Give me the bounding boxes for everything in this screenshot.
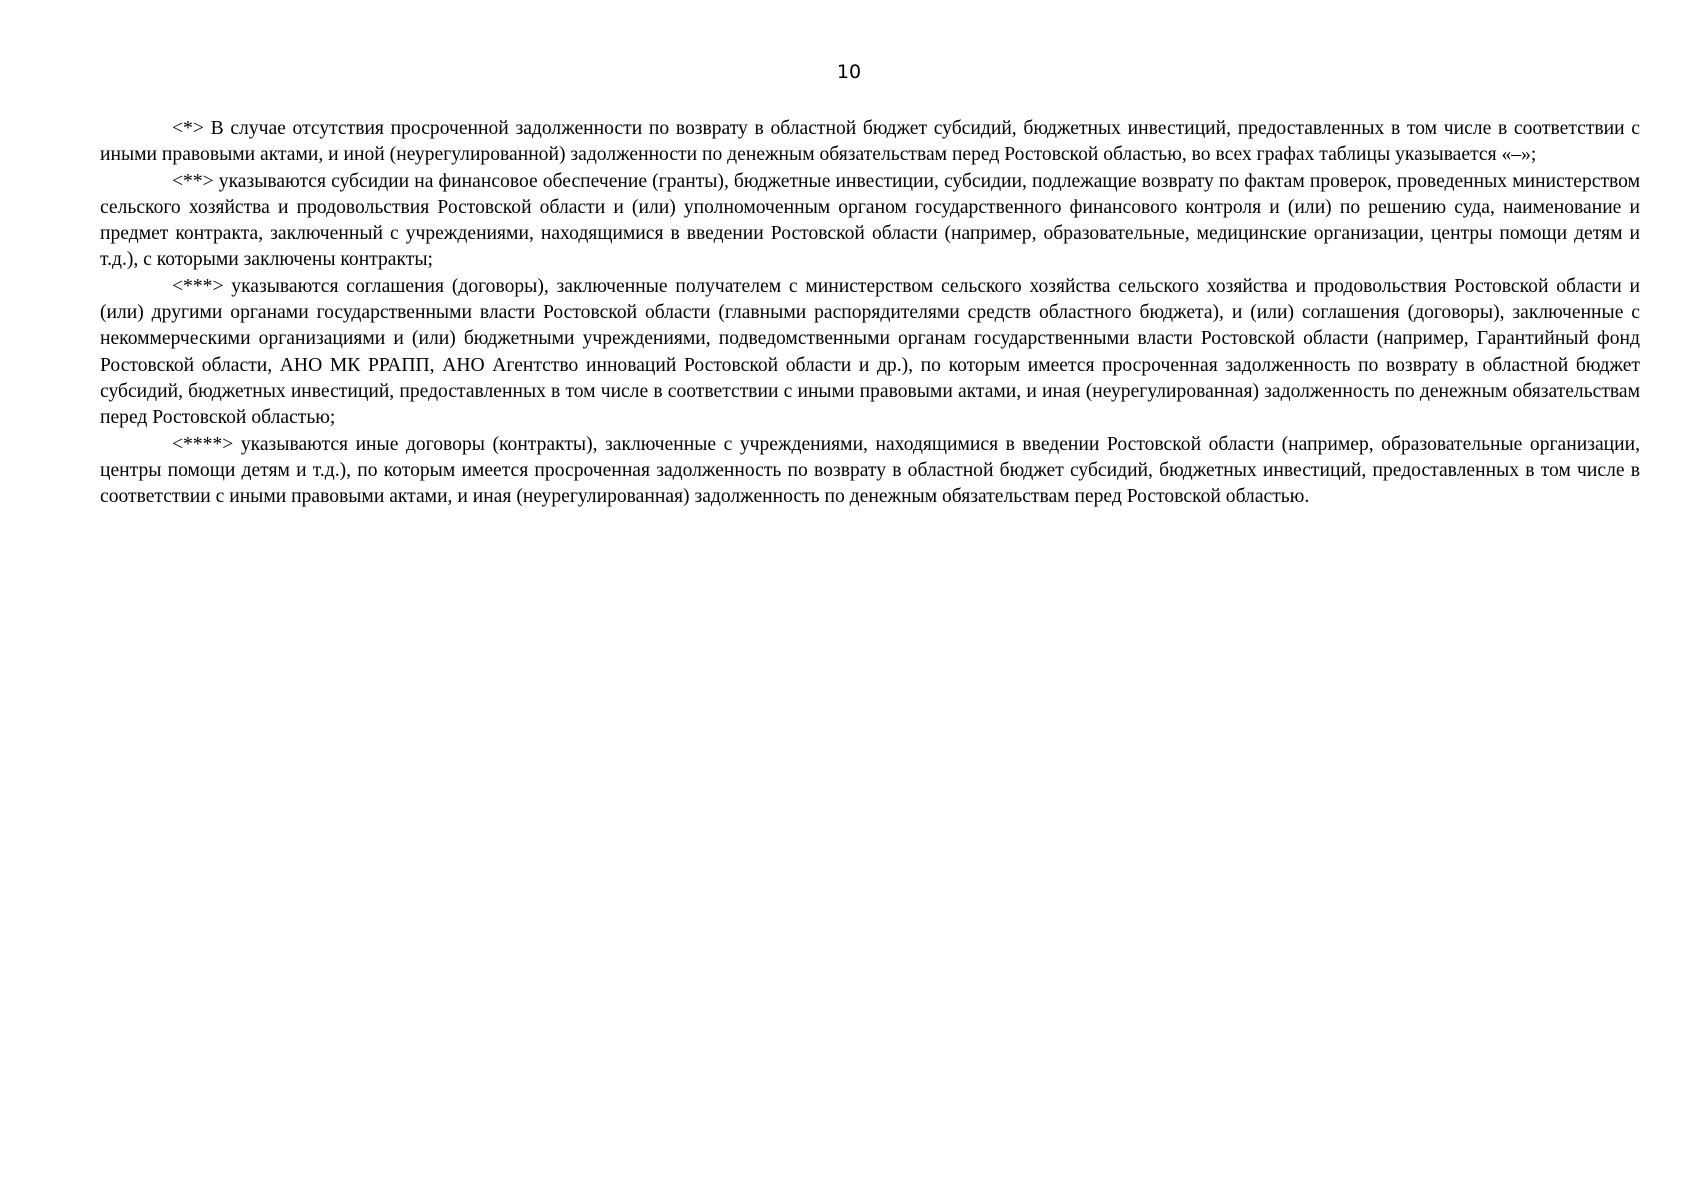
- footnote-4: <****> указываются иные договоры (контракты), заключенные с учреждениями, находящимися в введении Ростовской области (например, образовательные организации, центры помощи детям и т.д.), по которым имеется просроченная задолженность по возврату в областной бюджет субсидий, бюджетных инвестиций, предоставленных в том числе в соответствии с иными правовыми актами, и иная (неурегулированная) задолженность по денежным обязательствам перед Ростовской областью.: [100, 433, 1640, 508]
- footnote-2: <**> указываются субсидии на финансовое обеспечение (гранты), бюджетные инвестиции, субсидии, подлежащие возврату по фактам проверок, проведенных министерством сельского хозяйства и продовольствия Ростовской области и (или) уполномоченным органом государственного финансового контроля и (или) по решению суда, наименование и предмет контракта, заключенный с учреждениями, находящимися в введении Ростовской области (например, образовательные, медицинские организации, центры помощи детям и т.д.), с которыми заключены контракты;: [100, 170, 1640, 271]
- page-number: 10: [836, 61, 862, 83]
- footnote-3: <***> указываются соглашения (договоры), заключенные получателем с министерством сельского хозяйства сельского хозяйства и продовольствия Ростовской области и (или) другими органами государственными власти Ростовской области (главными распорядителями средств областного бюджета), и (или) соглашения (договоры), заключенные с некоммерческими организациями и (или) бюджетными учреждениями, подведомственными органам государственными власти Ростовской области (например, Гарантийный фонд Ростовской области, АНО МК РРАПП, АНО Агентство инноваций Ростовской области и др.), по которым имеется просроченная задолженность по возврату в областной бюджет субсидий, бюджетных инвестиций, предоставленных в том числе в соответствии с иными правовыми актами, и иная (неурегулированная) задолженность по денежным обязательствам перед Ростовской областью;: [100, 275, 1640, 429]
- footnotes-block: [100, 116, 1640, 510]
- footnote-1: <*> В случае отсутствия просроченной задолженности по возврату в областной бюджет субсидий, бюджетных инвестиций, предоставленных в том числе в соответствии с иными правовыми актами, и иной (неурегулированной) задолженности по денежным обязательствам перед Ростовской областью, во всех графах таблицы указывается «–»;: [100, 118, 1640, 166]
